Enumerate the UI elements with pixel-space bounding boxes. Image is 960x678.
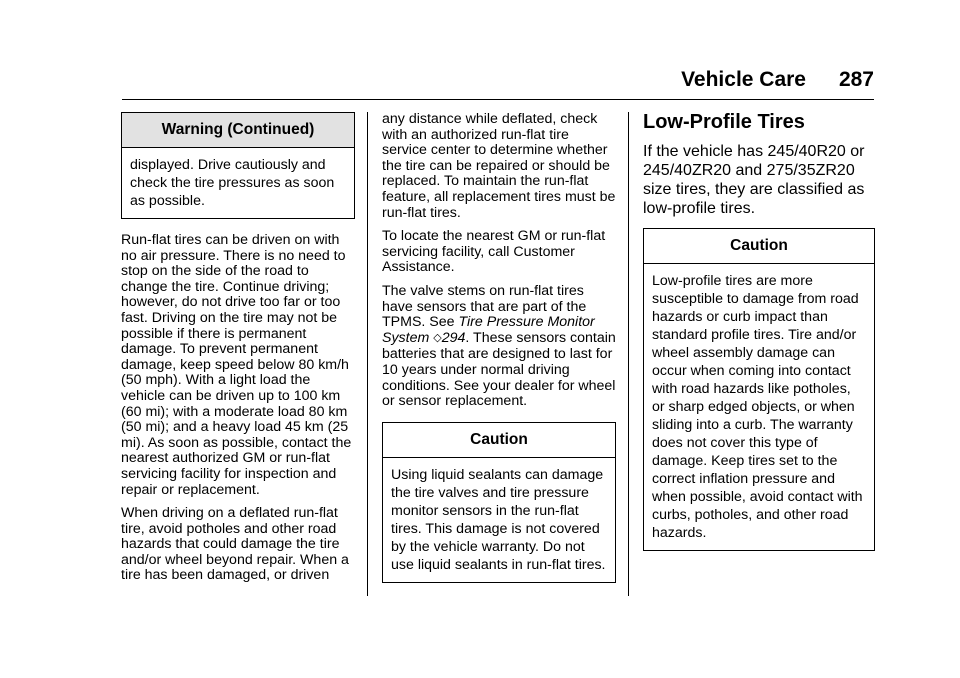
page-reference-icon: ◇ — [433, 331, 442, 344]
page-header — [122, 64, 874, 102]
warning-text: displayed. Drive cautiously and check the tire pressures as soon as possible. — [130, 157, 335, 209]
warning-title: Warning (Continued) — [122, 113, 354, 148]
paragraph-text: The valve stems on run-flat tires have sensors that are part of the TPMS. See — [382, 282, 587, 331]
paragraph: Run-flat tires can be driven on with no air pressure. There is no need to stop on the side of the road to change the tire. Continue driving; however, do not drive too far or too fast. Driving on the tire may not be possible if there is permanent damage. To prevent permanent damage, keep speed below 80 km/h (50 mph). With a light load the vehicle can be driven up to 100 km (60 mi); with a moderate load 80 km (50 mi); and a heavy load 45 km (25 mi). As soon as possible, contact the nearest authorized GM or run-flat servicing facility for inspection and repair or replacement. — [121, 232, 352, 498]
caution-box — [643, 228, 875, 551]
caution-box — [382, 422, 616, 583]
section-title: Vehicle Care — [681, 68, 806, 91]
caution-text: Using liquid sealants can damage the tire valves and tire pressure monitor sensors in the run-flat tires. This damage is not covered by the vehicle warranty. Do not use liquid sealants in run-flat tires. — [391, 466, 606, 573]
paragraph — [382, 284, 616, 410]
caution-title: Caution — [644, 229, 874, 264]
cross-reference-link[interactable]: Tire Pressure Monitor System — [382, 314, 595, 346]
column-1 — [121, 112, 355, 592]
paragraph: any distance while deflated, check with an authorized run-flat tire service center to determine whether the tire can be repaired or should be replaced. To maintain the run-flat feature, all replacement tires must be run-flat tires. — [382, 111, 616, 221]
intro-paragraph: If the vehicle has 245/40R20 or 245/40ZR20 and 275/35ZR20 size tires, they are classified as low-profile tires. — [643, 143, 865, 217]
header-rule — [122, 99, 874, 100]
cross-reference-page[interactable]: 294 — [441, 329, 466, 346]
warning-box — [121, 112, 355, 219]
column-3 — [643, 112, 875, 551]
caution-title: Caution — [383, 423, 615, 458]
section-heading: Low-Profile Tires — [643, 111, 805, 133]
page-number: 287 — [838, 68, 874, 91]
column-divider — [367, 112, 368, 596]
paragraph: To locate the nearest GM or run-flat servicing facility, call Customer Assistance. — [382, 228, 606, 276]
caution-text: Low-profile tires are more susceptible to damage from road hazards or curb impact than standard profile tires. Tire and/or wheel assembly damage can occur when coming into contact with road hazards like potholes, or sharp edged objects, or when sliding into a curb. The warranty does not cover this type of damage. Keep tires set to the correct inflation pressure and when possible, avoid contact with curbs, potholes, and other road hazards. — [652, 273, 863, 541]
paragraph: When driving on a deflated run-flat tire, avoid potholes and other road hazards that could damage the tire and/or wheel beyond repair. When a tire has been damaged, or driven — [121, 505, 349, 584]
column-divider — [628, 112, 629, 596]
column-2 — [382, 112, 616, 583]
paragraph-text: . These sensors contain batteries that are designed to last for 10 years under normal driving conditions. See your dealer for wheel or sensor replacement. — [382, 329, 616, 410]
